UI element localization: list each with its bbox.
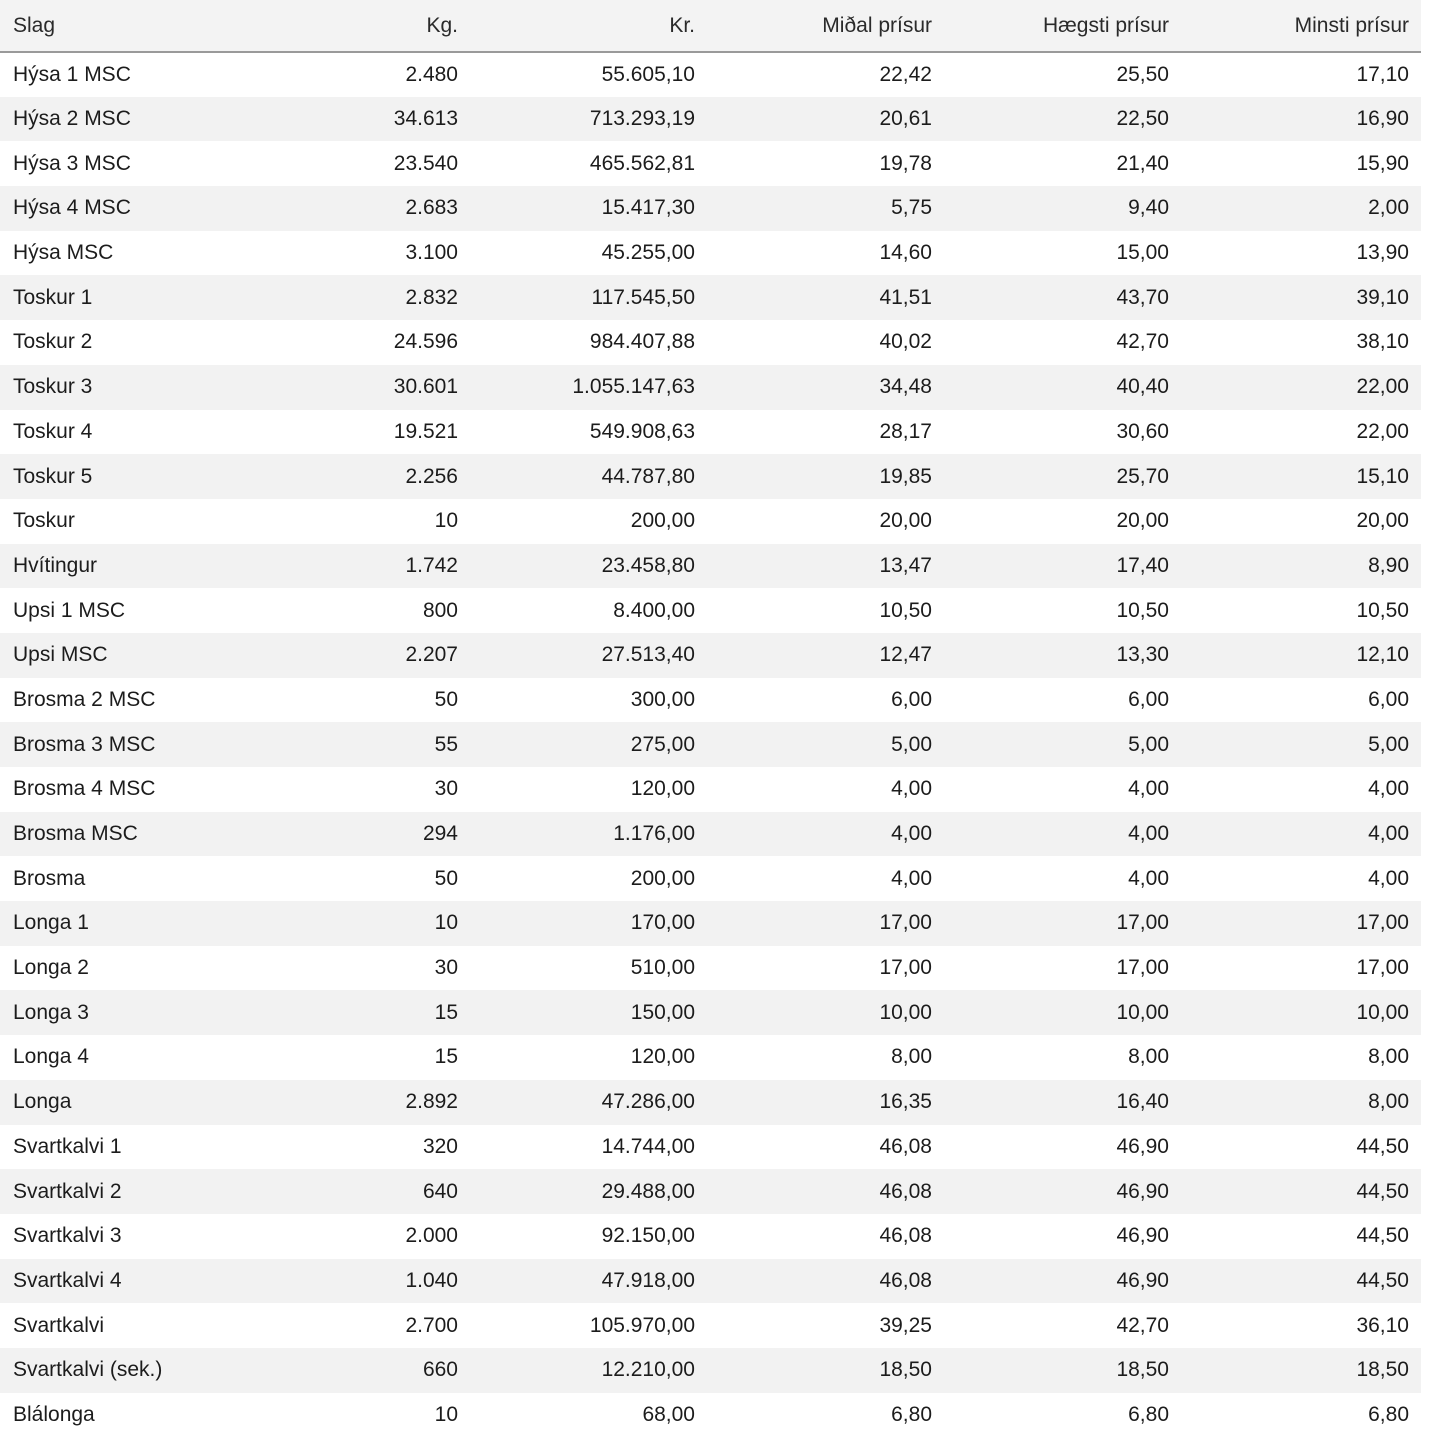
cell-kr: 105.970,00	[589, 1313, 695, 1337]
cell-kr: 170,00	[630, 911, 695, 935]
cell-slag: Longa 3	[13, 1000, 89, 1024]
cell-max-price: 10,50	[1116, 598, 1169, 622]
cell-min-price: 20,00	[1356, 509, 1409, 533]
table-row	[0, 97, 1421, 142]
table-row	[0, 588, 1421, 633]
cell-max-price: 17,00	[1116, 956, 1169, 980]
table-row	[0, 946, 1421, 991]
cell-kg: 3.100	[405, 241, 458, 265]
cell-kg: 1.742	[405, 553, 458, 577]
table-row	[0, 633, 1421, 678]
cell-slag: Svartkalvi (sek.)	[13, 1358, 163, 1382]
cell-max-price: 46,90	[1116, 1268, 1169, 1292]
cell-avg-price: 4,00	[891, 866, 932, 890]
cell-kg: 2.000	[405, 1224, 458, 1248]
table-row	[0, 1393, 1421, 1437]
cell-kr: 120,00	[630, 1045, 695, 1069]
cell-kr: 200,00	[630, 866, 695, 890]
cell-max-price: 25,50	[1116, 62, 1169, 86]
cell-kr: 27.513,40	[601, 643, 695, 667]
cell-kg: 30.601	[393, 375, 458, 399]
table-row	[0, 544, 1421, 589]
cell-min-price: 38,10	[1356, 330, 1409, 354]
column-header-slag[interactable]: Slag	[0, 0, 255, 52]
table-row	[0, 1035, 1421, 1080]
cell-kr: 92.150,00	[601, 1224, 695, 1248]
cell-max-price: 10,00	[1116, 1000, 1169, 1024]
cell-kg: 10	[434, 509, 458, 533]
cell-slag: Longa	[13, 1090, 72, 1114]
table-row	[0, 141, 1421, 186]
cell-kg: 10	[434, 911, 458, 935]
cell-avg-price: 28,17	[879, 419, 932, 443]
table-row	[0, 275, 1421, 320]
cell-kg: 30	[434, 777, 458, 801]
cell-avg-price: 16,35	[879, 1090, 932, 1114]
cell-max-price: 17,00	[1116, 911, 1169, 935]
cell-min-price: 4,00	[1368, 822, 1409, 846]
table-row	[0, 901, 1421, 946]
cell-kg: 800	[422, 598, 458, 622]
cell-min-price: 12,10	[1356, 643, 1409, 667]
cell-kr: 44.787,80	[601, 464, 695, 488]
table-header	[0, 0, 1421, 52]
cell-kg: 2.683	[405, 196, 458, 220]
cell-avg-price: 39,25	[879, 1313, 932, 1337]
cell-min-price: 18,50	[1356, 1358, 1409, 1382]
cell-min-price: 4,00	[1368, 777, 1409, 801]
cell-kg: 2.480	[405, 62, 458, 86]
cell-slag: Upsi MSC	[13, 643, 108, 667]
cell-avg-price: 10,50	[879, 598, 932, 622]
cell-min-price: 39,10	[1356, 285, 1409, 309]
cell-avg-price: 46,08	[879, 1224, 932, 1248]
cell-kg: 1.040	[405, 1268, 458, 1292]
cell-min-price: 17,00	[1356, 911, 1409, 935]
cell-min-price: 4,00	[1368, 866, 1409, 890]
cell-avg-price: 20,00	[879, 509, 932, 533]
cell-avg-price: 13,47	[879, 553, 932, 577]
cell-kr: 47.286,00	[601, 1090, 695, 1114]
cell-avg-price: 12,47	[879, 643, 932, 667]
cell-max-price: 25,70	[1116, 464, 1169, 488]
cell-max-price: 40,40	[1116, 375, 1169, 399]
cell-kr: 15.417,30	[601, 196, 695, 220]
cell-max-price: 21,40	[1116, 151, 1169, 175]
cell-max-price: 4,00	[1128, 777, 1169, 801]
cell-kg: 640	[422, 1179, 458, 1203]
cell-min-price: 8,90	[1368, 553, 1409, 577]
cell-max-price: 6,80	[1128, 1402, 1169, 1426]
cell-slag: Toskur 5	[13, 464, 93, 488]
cell-min-price: 44,50	[1356, 1179, 1409, 1203]
cell-min-price: 44,50	[1356, 1224, 1409, 1248]
cell-kg: 660	[422, 1358, 458, 1382]
cell-slag: Toskur 3	[13, 375, 93, 399]
cell-avg-price: 5,00	[891, 732, 932, 756]
cell-slag: Hvítingur	[13, 553, 98, 577]
cell-slag: Svartkalvi 1	[13, 1134, 122, 1158]
table-row	[0, 1259, 1421, 1304]
cell-avg-price: 20,61	[879, 107, 932, 131]
cell-avg-price: 5,75	[891, 196, 932, 220]
cell-slag: Svartkalvi 3	[13, 1224, 122, 1248]
cell-kg: 55	[434, 732, 458, 756]
cell-kr: 1.055.147,63	[572, 375, 695, 399]
cell-kr: 200,00	[630, 509, 695, 533]
table-row	[0, 1214, 1421, 1259]
cell-slag: Hýsa 2 MSC	[13, 107, 131, 131]
cell-kr: 68,00	[642, 1402, 695, 1426]
cell-max-price: 22,50	[1116, 107, 1169, 131]
cell-kr: 549.908,63	[589, 419, 695, 443]
column-header-kg[interactable]: Kg.	[255, 0, 470, 52]
column-header-kr[interactable]: Kr.	[470, 0, 707, 52]
table-row	[0, 812, 1421, 857]
cell-kr: 713.293,19	[589, 107, 695, 131]
cell-kr: 14.744,00	[601, 1134, 695, 1158]
cell-min-price: 16,90	[1356, 107, 1409, 131]
cell-kr: 150,00	[630, 1000, 695, 1024]
cell-avg-price: 41,51	[879, 285, 932, 309]
cell-min-price: 44,50	[1356, 1134, 1409, 1158]
table-row	[0, 722, 1421, 767]
cell-min-price: 17,00	[1356, 956, 1409, 980]
cell-slag: Brosma 2 MSC	[13, 687, 156, 711]
cell-avg-price: 34,48	[879, 375, 932, 399]
cell-avg-price: 46,08	[879, 1179, 932, 1203]
cell-max-price: 30,60	[1116, 419, 1169, 443]
table-row	[0, 678, 1421, 723]
column-header-max-price[interactable]: Hægsti prísur	[944, 0, 1181, 52]
cell-slag: Hýsa 3 MSC	[13, 151, 131, 175]
cell-kg: 24.596	[393, 330, 458, 354]
cell-min-price: 44,50	[1356, 1268, 1409, 1292]
cell-min-price: 10,00	[1356, 1000, 1409, 1024]
cell-avg-price: 4,00	[891, 822, 932, 846]
table-row	[0, 990, 1421, 1035]
cell-max-price: 20,00	[1116, 509, 1169, 533]
table-row	[0, 365, 1421, 410]
cell-kg: 2.207	[405, 643, 458, 667]
cell-slag: Svartkalvi 2	[13, 1179, 122, 1203]
cell-slag: Svartkalvi	[13, 1313, 105, 1337]
cell-avg-price: 18,50	[879, 1358, 932, 1382]
table-row	[0, 499, 1421, 544]
cell-min-price: 15,90	[1356, 151, 1409, 175]
table-row	[0, 1080, 1421, 1125]
cell-min-price: 2,00	[1368, 196, 1409, 220]
cell-slag: Toskur 4	[13, 419, 93, 443]
cell-max-price: 4,00	[1128, 822, 1169, 846]
cell-max-price: 46,90	[1116, 1179, 1169, 1203]
cell-avg-price: 19,85	[879, 464, 932, 488]
cell-max-price: 8,00	[1128, 1045, 1169, 1069]
header-row	[0, 0, 1421, 52]
cell-max-price: 42,70	[1116, 1313, 1169, 1337]
cell-slag: Svartkalvi 4	[13, 1268, 122, 1292]
cell-avg-price: 22,42	[879, 62, 932, 86]
cell-min-price: 10,50	[1356, 598, 1409, 622]
cell-kr: 55.605,10	[601, 62, 695, 86]
cell-min-price: 22,00	[1356, 419, 1409, 443]
cell-max-price: 4,00	[1128, 866, 1169, 890]
table-row	[0, 767, 1421, 812]
cell-kr: 47.918,00	[601, 1268, 695, 1292]
cell-avg-price: 17,00	[879, 956, 932, 980]
cell-avg-price: 6,80	[891, 1402, 932, 1426]
cell-kr: 45.255,00	[601, 241, 695, 265]
cell-kg: 320	[422, 1134, 458, 1158]
cell-avg-price: 14,60	[879, 241, 932, 265]
cell-min-price: 8,00	[1368, 1045, 1409, 1069]
cell-min-price: 5,00	[1368, 732, 1409, 756]
cell-kr: 120,00	[630, 777, 695, 801]
cell-avg-price: 10,00	[879, 1000, 932, 1024]
cell-kr: 275,00	[630, 732, 695, 756]
cell-kg: 10	[434, 1402, 458, 1426]
cell-slag: Hýsa 1 MSC	[13, 62, 131, 86]
cell-min-price: 22,00	[1356, 375, 1409, 399]
cell-kr: 510,00	[630, 956, 695, 980]
cell-kr: 465.562,81	[589, 151, 695, 175]
cell-kg: 15	[434, 1000, 458, 1024]
table-row	[0, 410, 1421, 455]
cell-min-price: 8,00	[1368, 1090, 1409, 1114]
table-row	[0, 231, 1421, 276]
cell-min-price: 6,80	[1368, 1402, 1409, 1426]
table-row	[0, 1169, 1421, 1214]
cell-slag: Brosma 3 MSC	[13, 732, 156, 756]
cell-kg: 30	[434, 956, 458, 980]
cell-avg-price: 40,02	[879, 330, 932, 354]
cell-slag: Toskur	[13, 509, 75, 533]
cell-max-price: 43,70	[1116, 285, 1169, 309]
cell-max-price: 13,30	[1116, 643, 1169, 667]
cell-kg: 15	[434, 1045, 458, 1069]
cell-kr: 12.210,00	[601, 1358, 695, 1382]
table-row	[0, 52, 1421, 97]
cell-min-price: 6,00	[1368, 687, 1409, 711]
table-row	[0, 1348, 1421, 1393]
cell-max-price: 15,00	[1116, 241, 1169, 265]
cell-slag: Blálonga	[13, 1402, 95, 1426]
cell-slag: Hýsa MSC	[13, 241, 114, 265]
cell-kg: 23.540	[393, 151, 458, 175]
cell-kg: 50	[434, 866, 458, 890]
cell-slag: Toskur 1	[13, 285, 93, 309]
cell-avg-price: 4,00	[891, 777, 932, 801]
cell-kg: 50	[434, 687, 458, 711]
column-header-min-price[interactable]: Minsti prísur	[1181, 0, 1421, 52]
cell-max-price: 18,50	[1116, 1358, 1169, 1382]
cell-kr: 1.176,00	[613, 822, 695, 846]
cell-min-price: 17,10	[1356, 62, 1409, 86]
cell-max-price: 46,90	[1116, 1134, 1169, 1158]
cell-kr: 300,00	[630, 687, 695, 711]
cell-slag: Longa 4	[13, 1045, 89, 1069]
cell-avg-price: 6,00	[891, 687, 932, 711]
cell-kr: 29.488,00	[601, 1179, 695, 1203]
cell-max-price: 16,40	[1116, 1090, 1169, 1114]
cell-slag: Brosma 4 MSC	[13, 777, 156, 801]
cell-min-price: 36,10	[1356, 1313, 1409, 1337]
cell-avg-price: 46,08	[879, 1134, 932, 1158]
cell-min-price: 13,90	[1356, 241, 1409, 265]
cell-kg: 2.892	[405, 1090, 458, 1114]
cell-max-price: 17,40	[1116, 553, 1169, 577]
cell-kg: 294	[422, 822, 458, 846]
cell-avg-price: 17,00	[879, 911, 932, 935]
cell-max-price: 42,70	[1116, 330, 1169, 354]
cell-slag: Brosma MSC	[13, 822, 138, 846]
cell-slag: Brosma	[13, 866, 86, 890]
cell-max-price: 46,90	[1116, 1224, 1169, 1248]
table-row	[0, 454, 1421, 499]
table-row	[0, 856, 1421, 901]
cell-kg: 2.256	[405, 464, 458, 488]
table-row	[0, 1125, 1421, 1170]
cell-max-price: 5,00	[1128, 732, 1169, 756]
cell-kr: 117.545,50	[591, 285, 695, 309]
cell-kr: 8.400,00	[613, 598, 695, 622]
cell-avg-price: 19,78	[879, 151, 932, 175]
table-body	[0, 52, 1421, 1437]
cell-max-price: 6,00	[1128, 687, 1169, 711]
cell-kg: 2.832	[405, 285, 458, 309]
table-row	[0, 186, 1421, 231]
cell-kr: 984.407,88	[589, 330, 695, 354]
cell-slag: Hýsa 4 MSC	[13, 196, 131, 220]
cell-avg-price: 46,08	[879, 1268, 932, 1292]
cell-slag: Toskur 2	[13, 330, 93, 354]
cell-kr: 23.458,80	[601, 553, 695, 577]
cell-kg: 34.613	[393, 107, 458, 131]
cell-slag: Upsi 1 MSC	[13, 598, 126, 622]
cell-avg-price: 8,00	[891, 1045, 932, 1069]
cell-max-price: 9,40	[1128, 196, 1169, 220]
cell-slag: Longa 2	[13, 956, 89, 980]
cell-kg: 19.521	[393, 419, 458, 443]
cell-kg: 2.700	[405, 1313, 458, 1337]
column-header-avg-price[interactable]: Miðal prísur	[707, 0, 944, 52]
table-row	[0, 320, 1421, 365]
cell-min-price: 15,10	[1356, 464, 1409, 488]
cell-slag: Longa 1	[13, 911, 89, 935]
table-row	[0, 1303, 1421, 1348]
